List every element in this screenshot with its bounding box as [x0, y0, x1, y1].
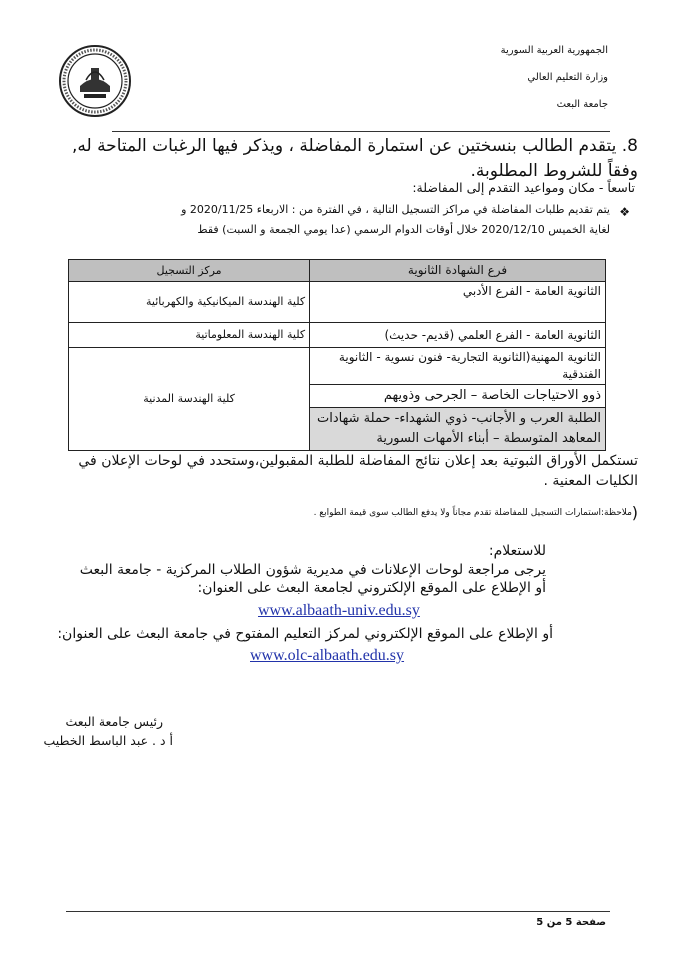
section-9-line-2: لغاية الخميس 2020/12/10 خلال أوقات الدوام الرسمي (عدا يومي الجمعة و السبت) فقط: [197, 223, 610, 236]
table-cell-center: كلية الهندسة المدنية: [69, 348, 310, 451]
table-cell-branch: الثانوية العامة - الفرع العلمي (قديم- حديث): [310, 323, 606, 348]
inquiry-line-2: أو الإطلاع على الموقع الإلكتروني لجامعة البعث على العنوان:: [197, 580, 546, 596]
table-cell-branch: الثانوية العامة - الفرع الأدبي: [310, 282, 606, 323]
registration-centers-table: [68, 259, 606, 451]
table-row: [69, 323, 606, 348]
table-cell-center: كلية الهندسة المعلوماتية: [69, 323, 310, 348]
table-header-row: [69, 260, 606, 282]
inquiry-line-1: يرجى مراجعة لوحات الإعلانات في مديرية شؤون الطلاب المركزية - جامعة البعث: [79, 562, 546, 578]
note-text: ملاحظة:استمارات التسجيل للمفاضلة تقدم مجاناً ولا يدفع الطالب سوى قيمة الطوابع .: [313, 508, 632, 518]
note-bracket: ): [631, 503, 638, 522]
header-ministry: وزارة التعليم العالي: [527, 72, 608, 83]
table-row: [69, 282, 606, 323]
table-header-branch: فرع الشهادة الثانوية: [310, 260, 606, 282]
table-cell-branch: الطلبة العرب و الأجانب- ذوي الشهداء- حملة شهادات المعاهد المتوسطة – أبناء الأمهات السورية: [310, 408, 606, 451]
inquiry-line-3: أو الإطلاع على الموقع الإلكتروني لمركز التعليم المفتوح في جامعة البعث على العنوان:: [57, 626, 553, 642]
footer-divider: [66, 911, 610, 912]
open-learning-website-link[interactable]: www.olc-albaath.edu.sy: [250, 647, 405, 664]
header-divider: [112, 131, 610, 132]
table-header-center: مركز التسجيل: [69, 260, 310, 282]
table-cell-center: كلية الهندسة الميكانيكية والكهربائية: [69, 282, 310, 323]
section-9-line-1: يتم تقديم طلبات المفاضلة في مراكز التسجيل التالية ، في الفترة من : الاربعاء 2020/11/25 و: [181, 203, 610, 216]
header-university: جامعة البعث: [556, 99, 608, 110]
inquiry-title: للاستعلام:: [488, 543, 546, 559]
signature-title: رئيس جامعة البعث: [65, 714, 163, 729]
page-number: صفحة 5 من 5: [536, 917, 606, 928]
signature-name: أ د . عبد الباسط الخطيب: [43, 733, 173, 748]
diamond-bullet-icon: ❖: [619, 205, 630, 219]
header-country: الجمهورية العربية السورية: [500, 45, 608, 56]
item-8-text: 8. يتقدم الطالب بنسختين عن استمارة المفاضلة ، ويذكر فيها الرغبات المتاحة له, وفقاً للشروط المطلوبة.: [71, 136, 638, 181]
documents-paragraph: تستكمل الأوراق الثبوتية بعد إعلان نتائج المفاضلة للطلبة المقبولين،وستحدد في لوحات الإعلان في الكليات المعنية .: [78, 453, 638, 489]
table-row: [69, 348, 606, 385]
section-9-title: تاسعاً - مكان ومواعيد التقدم إلى المفاضلة:: [412, 180, 635, 195]
table-cell-branch: ذوو الاحتياجات الخاصة – الجرحى وذويهم: [310, 385, 606, 408]
university-seal-logo: [58, 44, 132, 118]
table-cell-branch: الثانوية المهنية(الثانوية التجارية- فنون نسوية - الثانوية الفندقية: [310, 348, 606, 385]
university-website-link[interactable]: www.albaath-univ.edu.sy: [258, 602, 420, 619]
